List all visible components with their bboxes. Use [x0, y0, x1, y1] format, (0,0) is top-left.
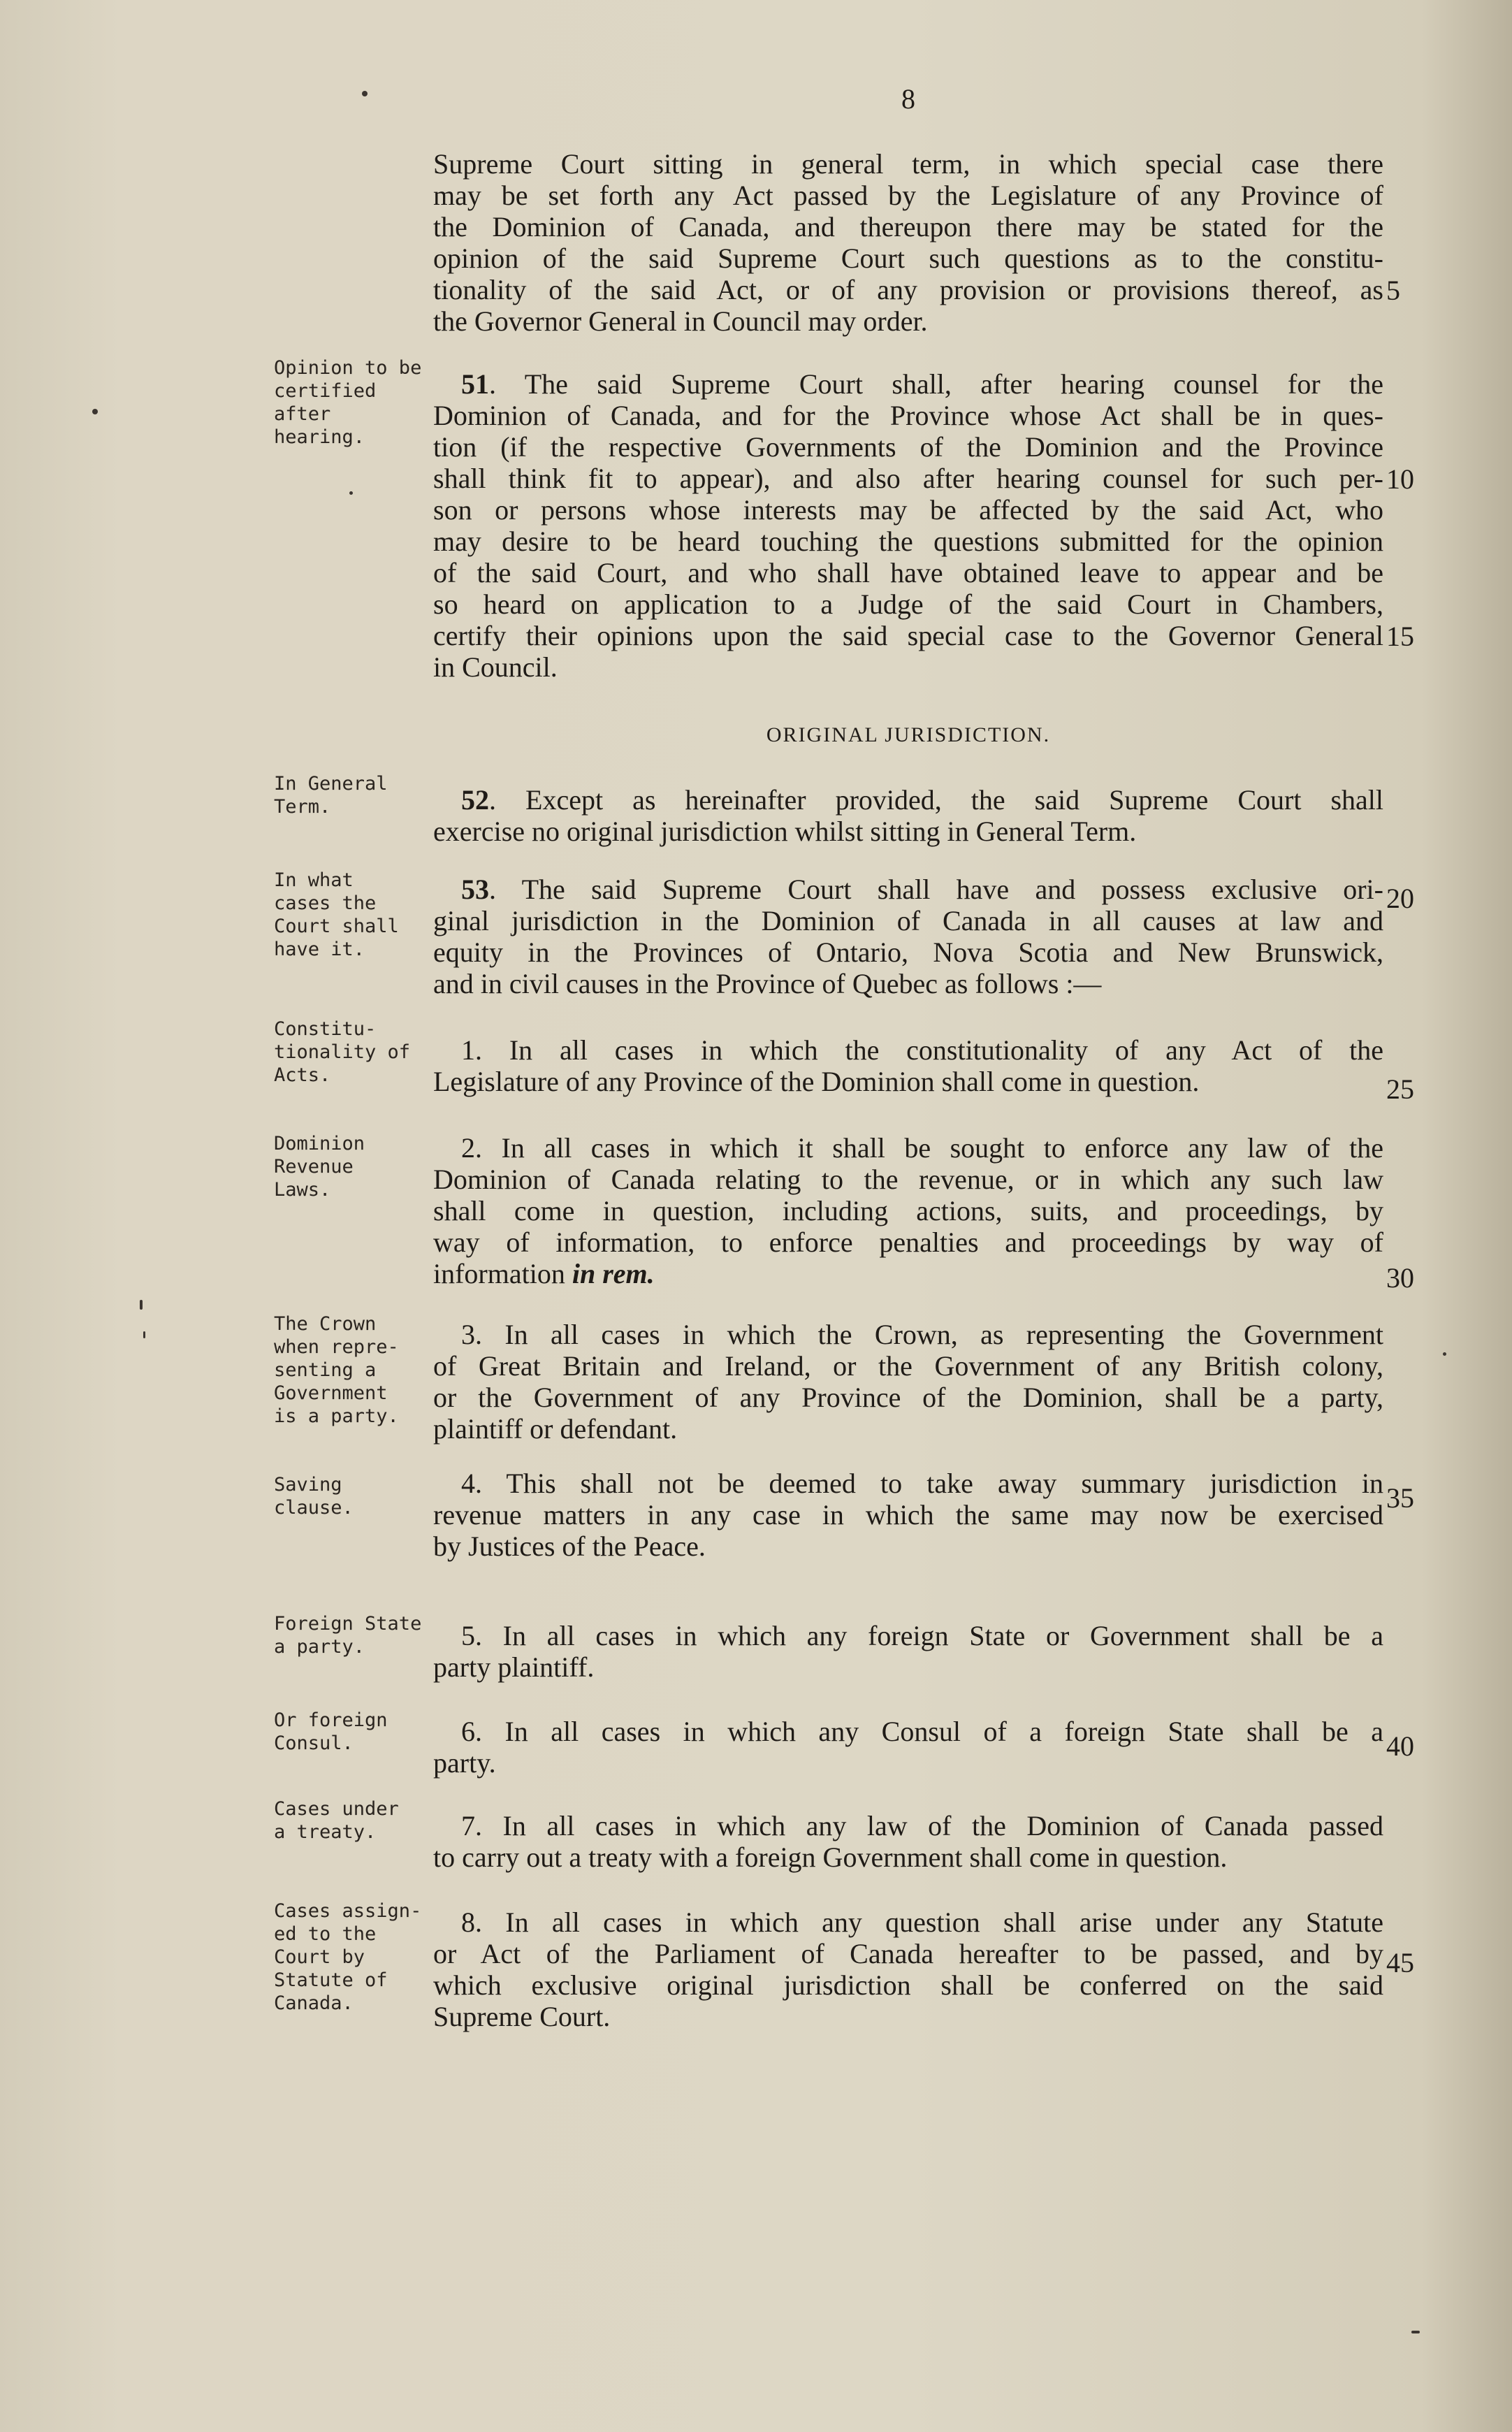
margin-note-52: In General Term.: [274, 773, 388, 818]
text-line: opinion of the said Supreme Court such questions as to the constitu-: [433, 243, 1383, 274]
text-line: shall come in question, including actions, suits, and proceedings, by: [433, 1195, 1383, 1226]
text-line: 2. In all cases in which it shall be sought to enforce any law of the: [461, 1132, 1383, 1164]
line-number: 15: [1386, 621, 1414, 652]
text-line: Dominion of Canada relating to the revenue, or in which any such law: [433, 1164, 1383, 1195]
margin-note-clause-5: Foreign State a party.: [274, 1613, 422, 1658]
text-line: so heard on application to a Judge of the said Court in Chambers,: [433, 588, 1383, 620]
paper-speck: [349, 491, 353, 495]
line-number: 20: [1386, 883, 1414, 914]
text-line: plaintiff or defendant.: [433, 1413, 678, 1445]
text-line: 3. In all cases in which the Crown, as representing the Government: [461, 1319, 1383, 1350]
clause-7: [433, 1810, 1383, 1873]
page-number: 8: [901, 83, 915, 115]
text-line: by Justices of the Peace.: [433, 1530, 706, 1562]
text-line: 5. In all cases in which any foreign State or Government shall be a: [461, 1620, 1383, 1651]
clause-4: [433, 1468, 1383, 1562]
margin-note-51: Opinion to be certified after hearing.: [274, 357, 422, 448]
margin-note-clause-1: Constitu- tionality of Acts.: [274, 1018, 411, 1086]
text-line: way of information, to enforce penalties and proceedings by way of: [433, 1226, 1383, 1258]
clause-2: [433, 1132, 1383, 1289]
section-heading: ORIGINAL JURISDICTION.: [766, 723, 1051, 746]
line-number: 40: [1386, 1730, 1414, 1762]
paper-speck: [92, 409, 98, 414]
margin-note-53: In what cases the Court shall have it.: [274, 869, 399, 960]
text-line: Legislature of any Province of the Dominion shall come in question.: [433, 1066, 1200, 1097]
section-number: 52: [461, 784, 489, 816]
paper-speck: [143, 1331, 145, 1338]
clause-8: [433, 1906, 1383, 2032]
line-number: 30: [1386, 1262, 1414, 1294]
clause-5: [433, 1620, 1383, 1683]
line-number: 5: [1386, 275, 1400, 306]
text-line: revenue matters in any case in which the same may now be exercised: [433, 1499, 1383, 1530]
text-line: son or persons whose interests may be affected by the said Act, who: [433, 494, 1383, 526]
paper-speck: [362, 91, 368, 96]
paper-speck: [1443, 1352, 1446, 1356]
line-number: 10: [1386, 463, 1414, 495]
section-number: 53: [461, 874, 489, 905]
text-line: and in civil causes in the Province of Quebec as follows :—: [433, 968, 1102, 999]
margin-note-clause-4: Saving clause.: [274, 1474, 354, 1519]
text-line: Supreme Court sitting in general term, in which special case there: [433, 148, 1383, 180]
text-line: in Council.: [433, 651, 558, 683]
text-line: party plaintiff.: [433, 1651, 595, 1683]
clause-3: [433, 1319, 1383, 1445]
line-number: 25: [1386, 1073, 1414, 1105]
text-line: party.: [433, 1747, 496, 1779]
text-line: 4. This shall not be deemed to take away summary jurisdiction in: [461, 1468, 1383, 1499]
margin-note-clause-7: Cases under a treaty.: [274, 1798, 399, 1843]
text-line: information in rem.: [433, 1258, 655, 1289]
text-line: or the Government of any Province of the Dominion, shall be a party,: [433, 1382, 1383, 1413]
text-line: equity in the Provinces of Ontario, Nova Scotia and New Brunswick,: [433, 936, 1383, 968]
text-line: the Dominion of Canada, and thereupon there may be stated for the: [433, 211, 1383, 243]
continuation-paragraph: [433, 148, 1383, 337]
section-53: 53. The said Supreme Court shall have and possess exclusive ori- ginal jurisdiction in the Dominion of Canada in all causes at law and equity in the Provinces of Ontario, Nova Scotia and New Brunswick, and in civil causes in the Province of Quebec as follows :—: [433, 874, 1383, 999]
text-line: may be set forth any Act passed by the Legislature of any Province of: [433, 180, 1383, 211]
text-line: tionality of the said Act, or of any provision or provisions thereof, as: [433, 274, 1383, 305]
text-line: of the said Court, and who shall have obtained leave to appear and be: [433, 557, 1383, 588]
text-line: or Act of the Parliament of Canada hereafter to be passed, and by: [433, 1938, 1383, 1969]
margin-note-clause-3: The Crown when repre- senting a Government is a party.: [274, 1313, 399, 1427]
text-line: 8. In all cases in which any question shall arise under any Statute: [461, 1906, 1383, 1938]
text-line: Supreme Court.: [433, 2001, 611, 2032]
margin-note-clause-6: Or foreign Consul.: [274, 1709, 388, 1754]
text-line: may desire to be heard touching the questions submitted for the opinion: [433, 526, 1383, 557]
margin-note-clause-8: Cases assign- ed to the Court by Statute of Canada.: [274, 1900, 422, 2014]
line-number: 45: [1386, 1947, 1414, 1978]
clause-1: [433, 1034, 1383, 1097]
text-line: 7. In all cases in which any law of the Dominion of Canada passed: [461, 1810, 1383, 1841]
text-line: to carry out a treaty with a foreign Government shall come in question.: [433, 1841, 1228, 1873]
text-line: tion (if the respective Governments of the Dominion and the Province: [433, 431, 1383, 463]
margin-note-clause-2: Dominion Revenue Laws.: [274, 1133, 365, 1201]
text-line: 1. In all cases in which the constitutionality of any Act of the: [461, 1034, 1383, 1066]
section-52: 52. Except as hereinafter provided, the said Supreme Court shall exercise no original jurisdiction whilst sitting in General Term.: [433, 784, 1383, 847]
text-line: shall think fit to appear), and also after hearing counsel for such per-: [433, 463, 1383, 494]
text-line: certify their opinions upon the said special case to the Governor General: [433, 620, 1383, 651]
text-line: exercise no original jurisdiction whilst sitting in General Term.: [433, 816, 1137, 847]
line-number: 35: [1386, 1482, 1414, 1514]
section-51: 51. The said Supreme Court shall, after hearing counsel for the Dominion of Canada, and for the Province whose Act shall be in ques- tion (if the respective Governments of the Dominion and the Province shall think fit to appear), and also after hearing counsel for such per- son or persons whose interests may be affected by the said Act, who may desire to be heard touching the questions submitted for the opinion of the said Court, and who shall have obtained leave to appear and be so heard on application to a Judge of the said Court in Chambers, certify their opinions upon the said special case to the Governor General in Council.: [433, 368, 1383, 683]
text-line: of Great Britain and Ireland, or the Government of any British colony,: [433, 1350, 1383, 1382]
text-line: ginal jurisdiction in the Dominion of Canada in all causes at law and: [433, 905, 1383, 936]
text-line: Dominion of Canada, and for the Province whose Act shall be in ques-: [433, 400, 1383, 431]
paper-speck: [140, 1300, 143, 1310]
text-line: the Governor General in Council may order.: [433, 305, 928, 337]
clause-6: [433, 1716, 1383, 1779]
text-line: which exclusive original jurisdiction shall be conferred on the said: [433, 1969, 1383, 2001]
section-number: 51: [461, 368, 489, 400]
text-line: 6. In all cases in which any Consul of a foreign State shall be a: [461, 1716, 1383, 1747]
paper-speck: [1411, 2331, 1420, 2333]
